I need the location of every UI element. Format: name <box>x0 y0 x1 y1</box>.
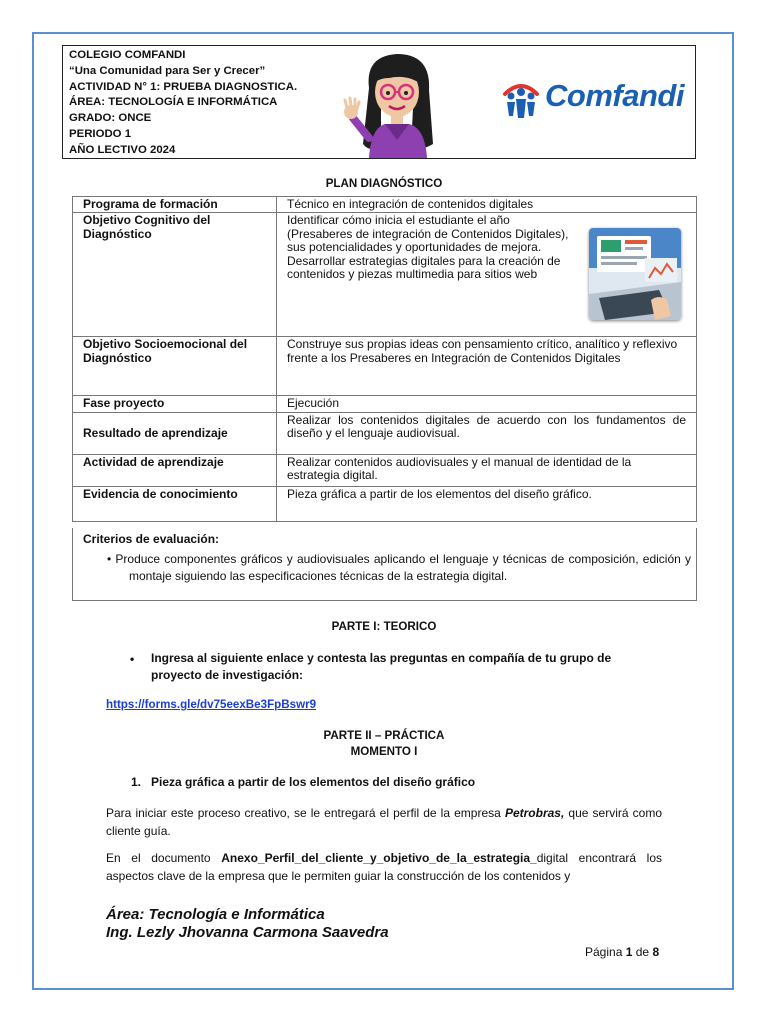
item-number: 1. <box>131 775 142 789</box>
part2-subtitle: MOMENTO I <box>350 745 418 758</box>
row-value: Construye sus propias ideas con pensamiento crítico, analítico y reflexivo frente a los Presaberes en Integración de Contenidos Digitales <box>277 337 697 396</box>
teacher-avatar-illustration <box>339 48 455 158</box>
company-name: Petrobras, <box>504 806 565 820</box>
part1-bullet: • <box>130 652 135 666</box>
table-row <box>73 197 697 213</box>
row-value: Realizar contenidos audiovisuales y el manual de identidad de la estrategia digital. <box>277 454 697 486</box>
paragraph-annex <box>106 850 662 885</box>
table-row <box>73 486 697 521</box>
paragraph-intro <box>106 805 662 840</box>
school-motto: “Una Comunidad para Ser y Crecer” <box>69 64 266 77</box>
row-label: Programa de formación <box>73 197 277 213</box>
footer-area: Área: Tecnología e Informática <box>106 906 325 923</box>
annex-document-name: Anexo_Perfil_del_cliente_y_objetivo_de_la_estrategia_ <box>221 851 537 865</box>
row-label: Fase proyecto <box>73 396 277 412</box>
forms-link[interactable]: https://forms.gle/dv75eexBe3FpBswr9 <box>106 698 317 711</box>
paragraph-intro-a: Para iniciar este proceso creativo, se le entregará el perfil de la empresa <box>106 806 505 820</box>
laptop-graphics-illustration <box>589 228 681 320</box>
digital-content-image <box>589 228 681 320</box>
plan-title: PLAN DIAGNÓSTICO <box>325 177 443 190</box>
row-label: Evidencia de conocimiento <box>73 486 277 521</box>
grade-line: GRADO: ONCE <box>69 112 152 125</box>
item-title: Pieza gráfica a partir de los elementos del diseño gráfico <box>151 775 476 789</box>
footer-teacher: Ing. Lezly Jhovanna Carmona Saavedra <box>106 924 389 941</box>
school-year-line: AÑO LECTIVO 2024 <box>69 143 176 156</box>
criteria-title: Criterios de evaluación: <box>83 532 220 546</box>
row-label: Objetivo Cognitivo del Diagnóstico <box>73 213 277 337</box>
page-total: 8 <box>652 945 660 959</box>
page-label: Página <box>585 945 623 959</box>
row-value: Pieza gráfica a partir de los elementos del diseño gráfico. <box>277 486 697 521</box>
row-value: Identificar cómo inicia el estudiante el año (Presaberes de integración de Contenidos Digitales), sus potencialidades y oportunidades de mejora. Desarrollar estrategias digitales para la creación de contenidos y piezas multimedia para sitios web <box>287 213 569 282</box>
comfandi-logo <box>499 76 699 122</box>
activity-title: ACTIVIDAD N° 1: PRUEBA DIAGNOSTICA. <box>69 80 298 93</box>
part1-title: PARTE I: TEORICO <box>331 620 437 633</box>
row-value: Realizar los contenidos digitales de acuerdo con los fundamentos de diseño y el lenguaje audiovisual. <box>277 412 697 454</box>
row-value: Ejecución <box>277 396 697 412</box>
row-label: Resultado de aprendizaje <box>73 412 277 454</box>
paragraph-annex-a: En el documento <box>106 851 222 865</box>
row-value: Técnico en integración de contenidos digitales <box>277 197 697 213</box>
page-current: 1 <box>625 945 633 959</box>
table-row <box>73 412 697 454</box>
row-label: Actividad de aprendizaje <box>73 454 277 486</box>
table-row <box>73 337 697 396</box>
comfandi-logo-text: Comfandi <box>545 78 684 113</box>
paragraph-intro-c: que servirá como cliente guía. <box>106 806 662 838</box>
evaluation-criteria <box>72 528 697 601</box>
school-name: COLEGIO COMFANDI <box>69 49 186 61</box>
footer-signature <box>106 906 389 942</box>
comfandi-logo-icon <box>499 76 543 120</box>
header-lines <box>69 48 297 159</box>
row-label: Objetivo Socioemocional del Diagnóstico <box>73 337 277 396</box>
table-row <box>73 454 697 486</box>
period-line: PERIODO 1 <box>69 127 132 140</box>
part1-instruction: Ingresa al siguiente enlace y contesta las preguntas en compañía de tu grupo de proyecto de investigación: <box>151 651 612 682</box>
criteria-item: • Produce componentes gráficos y audiovisuales aplicando el lenguaje y técnicas de composición, edición y montaje siguiendo las especificaciones técnicas de la estrategia digital. <box>107 552 691 583</box>
part2-title: PARTE II – PRÁCTICA <box>323 729 445 742</box>
page-number <box>585 945 659 959</box>
area-line: ÁREA: TECNOLOGÍA E INFORMÁTICA <box>69 96 278 109</box>
paragraph-annex-c: digital encontrará los aspectos clave de la empresa que le permiten guiar la construcción de los contenidos y <box>106 851 662 883</box>
page-of: de <box>635 945 650 959</box>
table-row <box>73 396 697 412</box>
document-header <box>62 45 696 159</box>
